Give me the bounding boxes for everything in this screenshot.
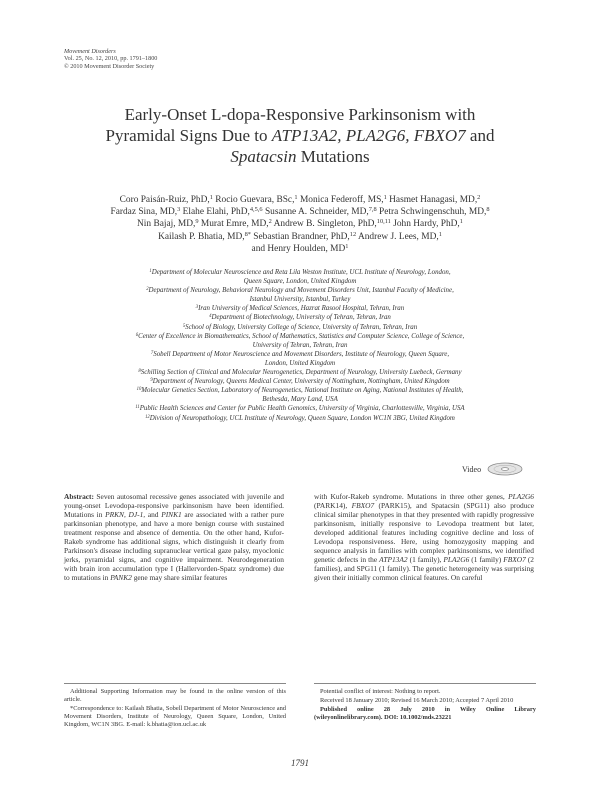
journal-copyright: © 2010 Movement Disorder Society — [64, 62, 155, 70]
footnotes-left — [64, 688, 286, 730]
author: and Henry Houlden, $MD^1$ — [251, 242, 349, 254]
author-list — [60, 194, 540, 255]
title-gene: Spatacsin — [230, 147, 297, 166]
abstract-text: gene may share similar features — [131, 573, 228, 583]
affiliation-6-cont: University of Tehran, Tehran, Iran — [252, 341, 348, 349]
affiliation-3: $^3$Iran University of Medical Sciences, Hazrat Rasool Hospital, Tehran, Iran — [195, 305, 405, 313]
abstract-text: and — [145, 510, 162, 520]
received-dates-note: Received 18 January 2010; Revised 16 March 2010; Accepted 7 April 2010 — [320, 696, 514, 704]
footnote-divider-left — [64, 683, 286, 684]
affiliation-10-cont: Bethesda, Mary Land, USA — [262, 396, 338, 404]
abstract-label: Abstract: — [64, 492, 94, 501]
author: Nin Bajaj, MD,$^9$ — [137, 218, 199, 230]
affiliation-6: $^6$Center of Excellence in Biomathematics, School of Mathematics, Statistics and Computer Science, College of Science, — [135, 332, 465, 340]
abstract-text: (1 family), — [407, 555, 444, 565]
author: Petra Schwingenschuh, MD,$^8$ — [379, 206, 490, 218]
affiliation-2-cont: Istanbul University, Istanbul, Turkey — [249, 296, 351, 304]
author: Andrew J. Lees, MD,$^1$ — [357, 230, 442, 242]
abstract-text: (2 families), and SPG11 (1 family). The genetic heterogeneity was surprising given their initially common clinical features. On careful — [314, 555, 535, 583]
gene-name: FBXO7 — [503, 555, 526, 565]
abstract-text: (PARK15), and Spatacsin (SPG11) also produce clinical similar phenotypes in that they presented with rapidly progressive parkinsonism, initially responsive to Levodopa treatment but later, developed additional features including cognitive decline and loss of Levodopa responsiveness. Here, using homozygosity mapping and sequence analysis in families with complex parkinsonisms, we identified genetic defects in the — [314, 501, 534, 565]
author: Andrew B. Singleton, PhD,$^{10,11}$ — [273, 218, 391, 230]
abstract-text: (PARK14), — [314, 501, 352, 511]
video-label: Video — [462, 464, 482, 474]
author-line — [60, 243, 540, 255]
author: Rocio Guevara, BSc,$^1$ — [215, 194, 298, 205]
journal-header — [64, 48, 157, 70]
abstract-text: are associated with a rather pure parkinsonian phenotype, and have a more benign course with sustained treatment response and absence of dementia. On the other hand, Kufor-Rakeb syndrome has additional signs, which distinguish it clearly from Parkinson's disease including supranuclear vertical gaze palsy, myoclonic jerks, pyramidal signs, and cognitive impairment. Neurodegeneration with brain iron accumulation type I (Hallervorden-Spatz syndrome) due to mutations in — [64, 510, 284, 583]
title-line-2 — [60, 125, 540, 146]
article-title — [60, 104, 540, 167]
title-line-1: Early-Onset L-dopa-Responsive Parkinsonism with — [124, 105, 476, 124]
affiliation-7-cont: London, United Kingdom — [264, 359, 336, 367]
abstract-text: with Kufor-Rakeb syndrome. Mutations in three other genes, — [314, 492, 509, 501]
author-line — [60, 194, 540, 206]
affiliation-8: $^8$Schilling Section of Clinical and Molecular Neurogenetics, Department of Neurology, University Luebeck, Germany — [138, 368, 462, 377]
author: Monica Federoff, MS,$^1$ — [299, 194, 387, 205]
video-indicator[interactable] — [462, 462, 523, 476]
affiliation-12: $^{12}$Division of Neuropathology, UCL Institute of Neurology, Queen Square, London WC1N 3BG, United Kingdom — [145, 414, 455, 422]
affiliation-5: $^5$School of Biology, University College of Science, University of Tehran, Tehran, Iran — [182, 323, 418, 331]
affiliation-7: $^7$Sobell Department of Motor Neuroscience and Movement Disorders, Institute of Neurology, Queen Square, — [150, 350, 450, 358]
title-line-3 — [60, 146, 540, 167]
footnotes-right — [314, 688, 536, 723]
author-line — [60, 218, 540, 230]
abstract-text: Seven autosomal recessive genes associated with juvenile and young-onset Levodopa-responsive parkinsonism have been identified. Mutations in — [64, 492, 284, 520]
title-genes: ATP13A2, PLA2G6, FBXO7 — [271, 126, 466, 145]
affiliation-9: $^9$Department of Neurology, Queens Medical Center, University of Nottingham, Nottingham, United Kingdom — [150, 378, 450, 386]
author: Murat Emre, MD,$^2$ — [200, 218, 272, 230]
page-number: 1791 — [291, 758, 309, 768]
video-disc-icon — [487, 462, 523, 476]
gene-name: FBXO7 — [351, 501, 375, 511]
gene-name: PINK1 — [161, 510, 182, 520]
author: Fardaz Sina, MD,$^3$ — [110, 206, 181, 218]
author-line — [60, 231, 540, 243]
title-text: and — [465, 126, 495, 145]
conflict-of-interest-note: Potential conflict of interest: Nothing to report. — [320, 688, 441, 695]
author: Susanne A. Schneider, MD,$^{7,8}$ — [264, 206, 377, 218]
author: Coro Paisán-Ruiz, PhD,$^1$ — [119, 194, 213, 205]
affiliation-11: $^{11}$Public Health Sciences and Center for Public Health Genomics, University of Virginia, Charlottesville, Virginia, USA — [135, 405, 465, 413]
abstract-column-left — [64, 492, 284, 582]
gene-name: ATP13A2 — [379, 555, 408, 565]
correspondence-note: *Correspondence to: Kailash Bhatia, Sobell Department of Motor Neuroscience and Movement Disorders, Institute of Neurology, Queen Square, London, United Kingdom, WC1N 3BG. E-mail: k.bhatia@ion.ucl.ac.uk — [64, 704, 286, 728]
affiliations — [60, 268, 540, 423]
gene-name: PRKN, DJ-1, — [105, 510, 146, 520]
footnote-divider-right — [314, 683, 536, 684]
author: Kailash P. Bhatia, MD,$^{8*}$ — [158, 230, 251, 242]
journal-citation: Vol. 25, No. 12, 2010, pp. 1791–1800 — [64, 55, 158, 63]
published-online-note: Published online 28 July 2010 in Wiley Online Library (wileyonlinelibrary.com). DOI: 10.1002/mds.23221 — [314, 705, 536, 721]
title-text: Mutations — [296, 147, 370, 166]
affiliation-1-cont: Queen Square, London, United Kingdom — [243, 278, 357, 286]
affiliation-4: $^4$Department of Biotechnology, University of Tehran, Tehran, Iran — [209, 314, 391, 322]
affiliation-2: $^2$Department of Neurology, Behavioral Neurology and Movement Disorders Unit, Istanbul Faculty of Medicine, — [146, 287, 454, 295]
gene-name: PLA2G6 — [443, 555, 470, 565]
abstract-text: (1 family) — [469, 555, 504, 565]
author-line — [60, 206, 540, 218]
author: Elahe Elahi, PhD,$^{4,5,6}$ — [182, 206, 263, 218]
supporting-info-note: Additional Supporting Information may be found in the online version of this article. — [64, 688, 286, 703]
author: John Hardy, PhD,$^1$ — [393, 218, 463, 230]
gene-name: PANK2 — [110, 573, 132, 583]
journal-name: Movement Disorders — [64, 48, 116, 55]
abstract-column-right — [314, 492, 534, 582]
author: Sebastian Brandner, PhD,$^{12}$ — [253, 230, 357, 242]
title-text: Pyramidal Signs Due to — [105, 126, 272, 145]
affiliation-10: $^{10}$Molecular Genetics Section, Laboratory of Neurogenetics, National Institute on Aging, National Institutes of Health, — [136, 387, 464, 395]
gene-name: PLA2G6 — [508, 492, 534, 501]
affiliation-1: $^1$Department of Molecular Neuroscience and Reta Lila Weston Institute, UCL Institute of Neurology, London, — [149, 268, 451, 276]
author: Hasmet Hanagasi, MD,$^2$ — [389, 194, 481, 205]
